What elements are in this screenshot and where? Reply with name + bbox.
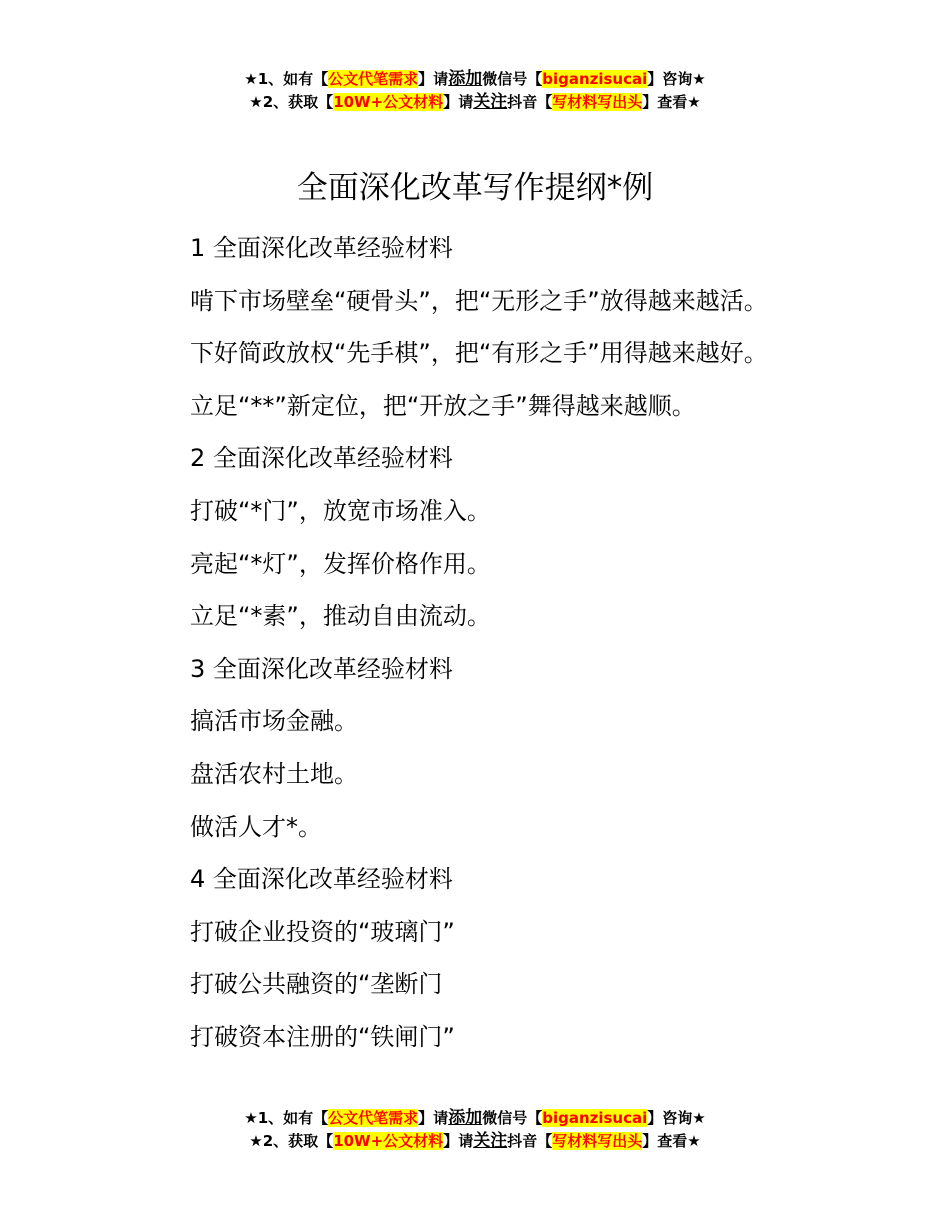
highlight-ghostwriting: 公文代笔需求 — [328, 1109, 419, 1127]
paragraph: 做活人才*。 — [190, 812, 322, 841]
underlined-add: 添加 — [448, 69, 483, 89]
star-icon: ★ — [692, 70, 706, 88]
paragraph: 打破“*门”，放宽市场准入。 — [190, 496, 491, 525]
section-heading: 1 全面深化改革经验材料 — [190, 234, 453, 262]
banner-text: 】请 — [443, 1132, 474, 1150]
section-heading: 3 全面深化改革经验材料 — [190, 654, 453, 683]
banner-text: 】请 — [418, 70, 449, 88]
banner-text: 抖音【 — [507, 93, 553, 111]
paragraph: 下好简政放权“先手棋”，把“有形之手”用得越来越好。 — [190, 339, 768, 368]
star-icon: ★ — [692, 1109, 706, 1127]
banner-line-2 — [0, 1130, 950, 1153]
star-icon: ★ — [249, 93, 263, 111]
banner-text: 1、如有【 — [257, 70, 329, 88]
paragraph: 打破公共融资的“垄断门 — [190, 970, 443, 999]
banner-text: 】咨询 — [647, 1109, 693, 1127]
highlight-douyin-account: 写材料写出头 — [552, 93, 643, 111]
underlined-follow: 关注 — [473, 92, 508, 112]
banner-text: 微信号【 — [482, 1109, 543, 1127]
star-icon: ★ — [249, 1132, 263, 1150]
banner-text: 2、获取【 — [262, 93, 334, 111]
banner-text: 】查看 — [642, 1132, 688, 1150]
document-title: 全面深化改革写作提纲*例 — [296, 170, 654, 206]
banner-line-1 — [0, 68, 950, 91]
star-icon: ★ — [244, 1109, 258, 1127]
paragraph: 立足“**”新定位，把“开放之手”舞得越来越顺。 — [190, 391, 696, 420]
highlight-ghostwriting: 公文代笔需求 — [328, 70, 419, 88]
paragraph: 打破企业投资的“玻璃门” — [190, 917, 455, 946]
banner-text: 】请 — [418, 1109, 449, 1127]
highlight-wechat-id: biganzisucai — [542, 1109, 648, 1127]
banner-text: 微信号【 — [482, 70, 543, 88]
banner-text: 抖音【 — [507, 1132, 553, 1150]
banner-text: 】咨询 — [647, 70, 693, 88]
banner-line-2 — [0, 91, 950, 114]
section-heading: 2 全面深化改革经验材料 — [190, 444, 453, 473]
section-heading: 4 全面深化改革经验材料 — [190, 865, 453, 894]
highlight-materials: 10W+公文材料 — [333, 93, 444, 111]
paragraph: 立足“*素”，推动自由流动。 — [190, 602, 491, 631]
star-icon: ★ — [687, 93, 701, 111]
header-banner — [0, 68, 950, 114]
star-icon: ★ — [687, 1132, 701, 1150]
paragraph: 啃下市场壁垒“硬骨头”，把“无形之手”放得越来越活。 — [190, 286, 768, 315]
paragraph: 搞活市场金融。 — [190, 707, 358, 736]
banner-text: 】请 — [443, 93, 474, 111]
paragraph: 打破资本注册的“铁闸门” — [190, 1022, 455, 1051]
highlight-douyin-account: 写材料写出头 — [552, 1132, 643, 1150]
underlined-add: 添加 — [448, 1108, 483, 1128]
highlight-wechat-id: biganzisucai — [542, 70, 648, 88]
banner-text: 1、如有【 — [257, 1109, 329, 1127]
underlined-follow: 关注 — [473, 1131, 508, 1151]
paragraph: 盘活农村土地。 — [190, 759, 358, 788]
star-icon: ★ — [244, 70, 258, 88]
banner-line-1 — [0, 1107, 950, 1130]
banner-text: 2、获取【 — [262, 1132, 334, 1150]
banner-text: 】查看 — [642, 93, 688, 111]
paragraph: 亮起“*灯”，发挥价格作用。 — [190, 549, 491, 578]
footer-banner — [0, 1107, 950, 1153]
highlight-materials: 10W+公文材料 — [333, 1132, 444, 1150]
document-body — [190, 222, 890, 1064]
